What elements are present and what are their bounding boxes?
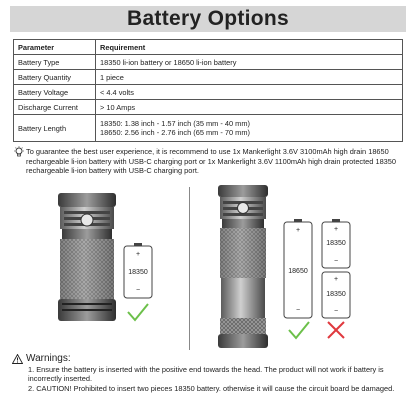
row-requirement: > 10 Amps	[96, 100, 403, 115]
flashlight-long	[218, 185, 268, 348]
warning-icon	[12, 354, 23, 364]
section-divider	[189, 187, 190, 350]
header-parameter: Parameter	[14, 40, 96, 55]
battery-18650	[284, 219, 312, 318]
row-parameter: Battery Quantity	[14, 70, 96, 85]
warnings-section	[12, 353, 408, 393]
svg-text:−: −	[333, 308, 339, 315]
battery-18350-single	[124, 243, 152, 298]
svg-text:−: −	[135, 287, 141, 294]
flashlight-short	[58, 193, 116, 321]
header-requirement: Requirement	[96, 40, 403, 55]
svg-text:+: +	[295, 227, 301, 234]
row-requirement: < 4.4 volts	[96, 85, 403, 100]
battery-label: 18350	[326, 291, 346, 298]
tip-text: To guarantee the best user experience, it is recommend to use 1x Mankerlight 3.6V 3100mAh high drain 18650 rechargeable li-ion battery with USB-C charging port or 1x Mankerlight 3.6V 1100mAh high drain protected 18350 rechargeable li-ion battery with USB-C charging port.	[26, 147, 397, 176]
svg-text:−: −	[295, 307, 301, 314]
svg-text:+: +	[135, 251, 141, 258]
svg-text:+: +	[333, 276, 339, 283]
list-item: 1. Ensure the battery is inserted with the positive end towards the head. The product will not work if battery is incorrectly inserted.	[28, 365, 384, 384]
battery-label: 18650	[288, 268, 308, 275]
cross-icon	[328, 322, 344, 338]
row-parameter: Battery Type	[14, 55, 96, 70]
svg-text:−: −	[333, 258, 339, 265]
row-parameter: Discharge Current	[14, 100, 96, 115]
row-parameter: Battery Voltage	[14, 85, 96, 100]
battery-label: 18350	[128, 269, 148, 276]
svg-text:+: +	[333, 226, 339, 233]
page-title: Battery Options	[126, 7, 290, 30]
row-requirement: 18350 li-ion battery or 18650 li-ion battery	[96, 55, 403, 70]
checkmark-icon	[128, 304, 148, 320]
list-item: 2. CAUTION! Prohibited to insert two pieces 18350 battery. otherwise it will cause the circuit board be damaged.	[28, 383, 395, 393]
checkmark-icon	[289, 322, 309, 338]
row-parameter: Battery Length	[14, 115, 96, 142]
warnings-list	[12, 365, 408, 393]
battery-label: 18350	[326, 240, 346, 247]
battery-18350-double	[322, 219, 350, 318]
length-18350: 18350: 1.38 inch - 1.57 inch (35 mm - 40 mm)	[100, 119, 250, 128]
length-18650: 18650: 2.56 inch - 2.76 inch (65 mm - 70 mm)	[100, 128, 250, 137]
row-requirement: 1 piece	[96, 70, 403, 85]
warnings-title: Warnings:	[26, 353, 71, 364]
